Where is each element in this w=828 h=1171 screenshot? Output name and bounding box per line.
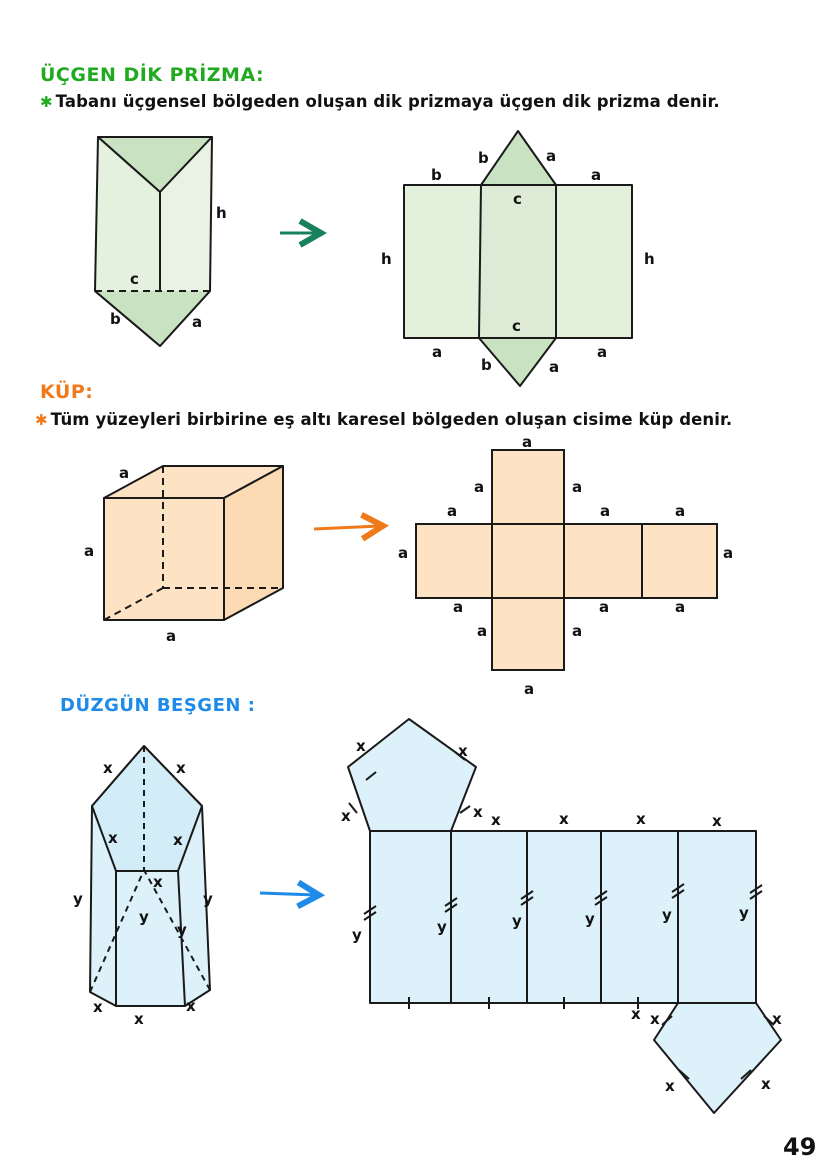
label-a: a xyxy=(192,313,203,331)
cube-3d xyxy=(104,466,283,620)
section-title-cube: KÜP: xyxy=(40,381,94,403)
net-label-h-left: h xyxy=(381,250,392,268)
pent-net-label-x: x xyxy=(356,737,366,755)
cube-label-a-bottom: a xyxy=(166,627,177,645)
description-text: Tüm yüzeyleri birbirine eş altı karesel bölgeden oluşan cisime küp denir. xyxy=(50,410,733,429)
cube-net-label: a xyxy=(723,544,734,562)
cube-net-label: a xyxy=(453,598,464,616)
section-title-pentagonal-prism: DÜZGÜN BEŞGEN : xyxy=(60,695,256,716)
pent-net-label-x: x xyxy=(559,810,569,828)
cube-net-label: a xyxy=(600,502,611,520)
cube-net-label: a xyxy=(572,478,583,496)
cube-label-a-top: a xyxy=(119,464,130,482)
cube-net-label: a xyxy=(477,622,488,640)
arrow-right-icon xyxy=(314,526,380,529)
cube-net-label: a xyxy=(675,598,686,616)
cube-net-label: a xyxy=(572,622,583,640)
pent-net-label-x: x xyxy=(761,1075,771,1093)
pent-label-x: x xyxy=(103,759,113,777)
cube-net-label: a xyxy=(524,680,535,698)
net-label-c-bottom: c xyxy=(512,317,521,335)
pent-label-x: x xyxy=(186,997,196,1015)
pent-label-x: x xyxy=(176,759,186,777)
net-label-h-right: h xyxy=(644,250,655,268)
pent-net-label-x: x xyxy=(650,1010,660,1028)
pentagonal-prism-3d xyxy=(90,746,210,1006)
net-label-a-bl: a xyxy=(432,343,443,361)
pent-net-label-y: y xyxy=(437,918,447,936)
pent-label-y: y xyxy=(177,921,187,939)
arrow-right-icon xyxy=(260,893,316,895)
net-label-a-top: a xyxy=(546,147,557,165)
pent-label-y: y xyxy=(139,908,149,926)
section-title-triangular-prism: ÜÇGEN DİK PRİZMA: xyxy=(40,64,265,86)
pent-label-y: y xyxy=(73,890,83,908)
net-label-a: a xyxy=(591,166,602,184)
net-label-b: b xyxy=(431,166,442,184)
pent-net-label-y: y xyxy=(585,910,595,928)
net-label-a-br: a xyxy=(597,343,608,361)
pentagonal-prism-net xyxy=(348,719,781,1113)
pent-label-x: x xyxy=(153,873,163,891)
pent-net-label-x: x xyxy=(636,810,646,828)
pent-net-label-x: x xyxy=(665,1077,675,1095)
pent-label-x: x xyxy=(134,1010,144,1028)
pent-net-label-x: x xyxy=(712,812,722,830)
cube-net-label: a xyxy=(474,478,485,496)
pent-label-y: y xyxy=(203,890,213,908)
cube-net-label: a xyxy=(522,433,533,451)
pent-net-label-x: x xyxy=(772,1010,782,1028)
pent-net-label-x: x xyxy=(631,1005,641,1023)
pent-net-label-x: x xyxy=(458,742,468,760)
pent-net-label-x: x xyxy=(341,807,351,825)
pent-net-label-y: y xyxy=(739,904,749,922)
pent-net-label-y: y xyxy=(662,906,672,924)
label-c: c xyxy=(130,270,139,288)
net-label-c-top: c xyxy=(513,190,522,208)
cube-net xyxy=(416,450,717,670)
pent-net-label-x: x xyxy=(473,803,483,821)
pent-net-label-y: y xyxy=(512,912,522,930)
cube-net-label: a xyxy=(675,502,686,520)
page-number: 49 xyxy=(783,1133,817,1161)
net-label-a-bottom: a xyxy=(549,358,560,376)
description-text: Tabanı üçgensel bölgeden oluşan dik prizmaya üçgen dik prizma denir. xyxy=(55,92,720,111)
label-h: h xyxy=(216,204,227,222)
pent-net-label-y: y xyxy=(352,926,362,944)
net-label-b-top: b xyxy=(478,149,489,167)
pent-label-x: x xyxy=(108,829,118,847)
pent-net-label-x: x xyxy=(491,811,501,829)
cube-net-label: a xyxy=(599,598,610,616)
cube-label-a-left: a xyxy=(84,542,95,560)
net-label-b-bottom: b xyxy=(481,356,492,374)
pent-label-x: x xyxy=(173,831,183,849)
bullet-icon: ✱ xyxy=(35,411,48,429)
cube-net-label: a xyxy=(398,544,409,562)
bullet-icon: ✱ xyxy=(40,93,53,111)
pent-label-x: x xyxy=(93,998,103,1016)
cube-net-label: a xyxy=(447,502,458,520)
label-b: b xyxy=(110,310,121,328)
